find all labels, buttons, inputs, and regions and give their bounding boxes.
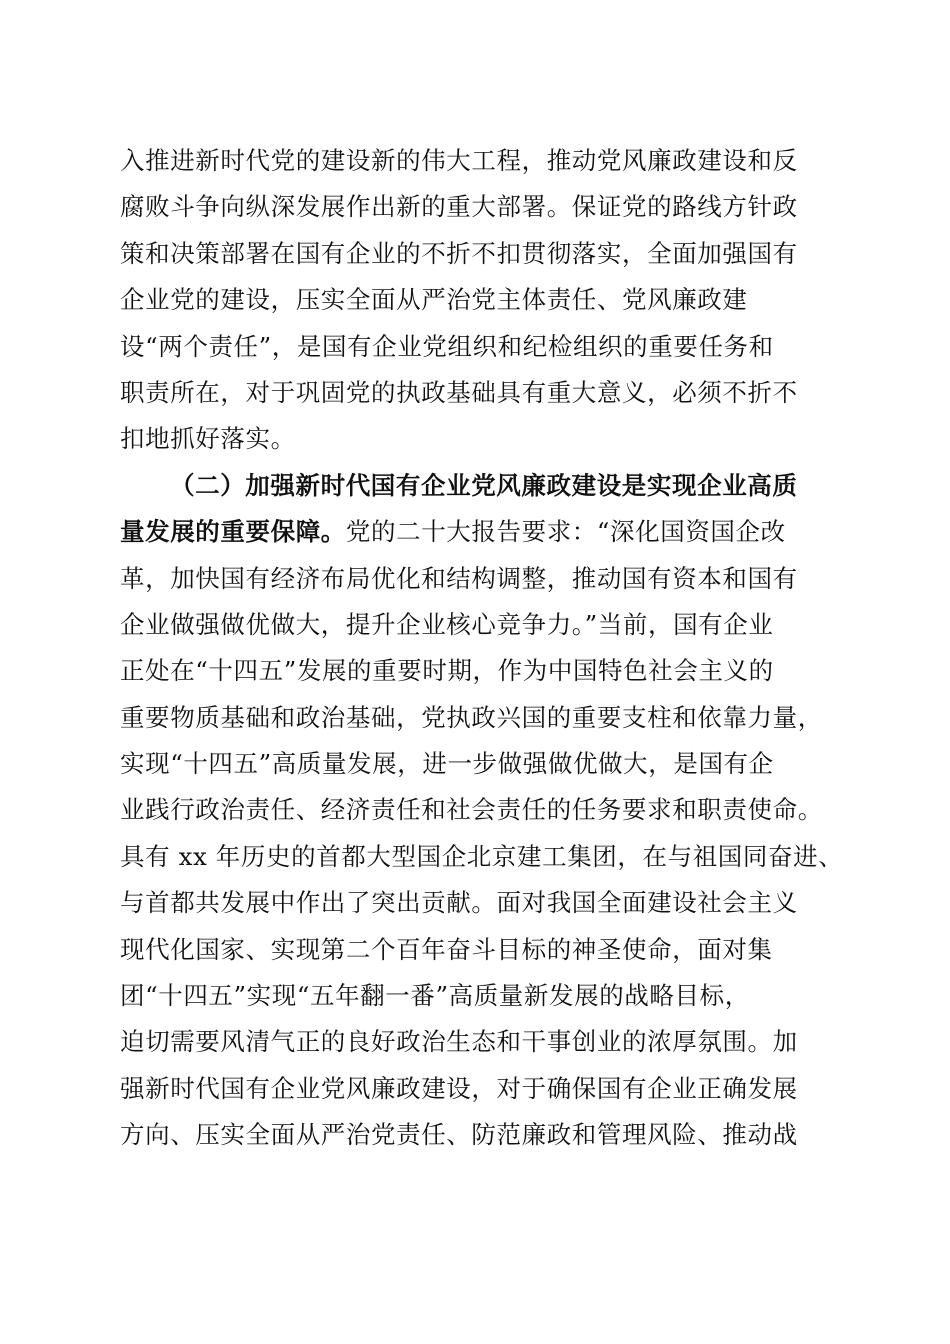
- text-span: 党的二十大报告要求：“深化国资国企改: [345, 517, 786, 547]
- text-line: 企业党的建设，压实全面从严治党主体责任、党风廉政建: [120, 285, 748, 315]
- text-line: 革，加快国有经济布局优化和结构调整，推动国有资本和国有: [120, 563, 798, 593]
- text-line: 业践行政治责任、经济责任和社会责任的任务要求和职责使命。: [120, 795, 823, 825]
- text-line: 入推进新时代党的建设新的伟大工程，推动党风廉政建设和反: [120, 146, 798, 175]
- text-line: [120, 509, 840, 555]
- text-line: 重要物质基础和政治基础，党执政兴国的重要支柱和依靠力量，: [120, 702, 823, 732]
- text-line: 实现“十四五”高质量发展，进一步做强做优做大，是国有企: [120, 749, 774, 779]
- body-text: [120, 138, 844, 1159]
- text-line: 现代化国家、实现第二个百年奋斗目标的神圣使命，面对集: [120, 934, 773, 964]
- text-line: 企业做强做优做大，提升企业核心竞争力。”当前，国有企业: [120, 609, 774, 639]
- text-line: 策和决策部署在国有企业的不折不扣贯彻落实，全面加强国有: [120, 238, 798, 268]
- text-line: 设“两个责任”，是国有企业党组织和纪检组织的重要任务和: [120, 331, 774, 361]
- text-line: 具有 xx 年历史的首都大型国企北京建工集团，在与祖国同奋进、: [120, 841, 844, 871]
- text-line: 方向、压实全面从严治党责任、防范廉政和管理风险、推动战: [120, 1120, 798, 1150]
- section-heading: （二）加强新时代国有企业党风廉政建设是实现企业高质: [170, 470, 798, 500]
- text-line: 迫切需要风清气正的良好政治生态和干事创业的浓厚氛围。加: [120, 1027, 798, 1057]
- text-line: 职责所在，对于巩固党的执政基础具有重大意义，必须不折不: [120, 377, 798, 407]
- text-line: 扣地抓好落实。: [120, 424, 296, 454]
- text-line: 强新时代国有企业党风廉政建设，对于确保国有企业正确发展: [120, 1073, 798, 1103]
- text-line: 腐败斗争向纵深发展作出新的重大部署。保证党的路线方针政: [120, 192, 798, 222]
- text-line: 与首都共发展中作出了突出贡献。面对我国全面建设社会主义: [120, 888, 798, 918]
- text-line: 团“十四五”实现“五年翻一番”高质量新发展的战略目标，: [120, 981, 750, 1011]
- text-line: 正处在“十四五”发展的重要时期，作为中国特色社会主义的: [120, 656, 774, 686]
- section-heading-end: 量发展的重要保障。: [120, 517, 346, 547]
